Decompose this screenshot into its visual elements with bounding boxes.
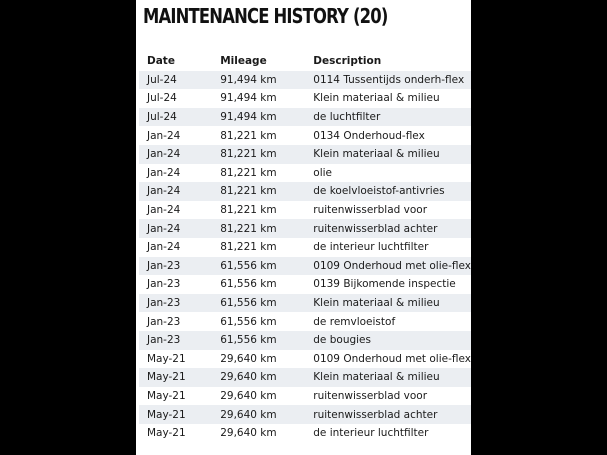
cell-mileage: 61,556 km [220,315,277,328]
table-row [139,368,471,387]
cell-date: Jan-24 [147,204,181,217]
cell-date: May-21 [147,427,186,440]
cell-mileage: 29,640 km [220,389,277,402]
cell-description: ruitenwisserblad voor [313,204,428,217]
cell-description: 0114 Tussentijds onderh-flex [313,73,465,86]
table-row [139,238,471,257]
table-row [139,89,471,108]
table-row [139,71,471,90]
column-header-description: Description [313,55,382,68]
table-row [139,126,471,145]
maintenance-table [139,52,471,442]
cell-date: May-21 [147,408,186,421]
cell-mileage: 29,640 km [220,427,277,440]
cell-mileage: 61,556 km [220,334,277,347]
column-header-date: Date [147,55,175,68]
table-row [139,275,471,294]
cell-mileage: 81,221 km [220,166,277,179]
cell-mileage: 91,494 km [220,73,277,86]
table-row [139,145,471,164]
cell-date: May-21 [147,389,186,402]
cell-description: de koelvloeistof-antivries [313,185,445,198]
cell-date: May-21 [147,352,186,365]
cell-mileage: 81,221 km [220,222,277,235]
cell-date: Jan-24 [147,148,181,161]
table-row [139,164,471,183]
page-title: MAINTENANCE HISTORY (20) [143,4,388,28]
cell-description: Klein materiaal & milieu [313,297,440,310]
cell-mileage: 61,556 km [220,297,277,310]
cell-description: ruitenwisserblad achter [313,408,438,421]
cell-mileage: 81,221 km [220,148,277,161]
cell-mileage: 81,221 km [220,129,277,142]
cell-date: Jul-24 [147,73,177,86]
column-header-mileage: Mileage [220,55,267,68]
cell-date: Jan-24 [147,241,181,254]
cell-description: ruitenwisserblad achter [313,222,438,235]
table-row [139,201,471,220]
table-row [139,350,471,369]
cell-description: de bougies [313,334,371,347]
cell-date: May-21 [147,371,186,384]
cell-date: Jan-24 [147,129,181,142]
cell-date: Jan-23 [147,297,181,310]
cell-date: Jan-24 [147,166,181,179]
cell-description: 0134 Onderhoud-flex [313,129,425,142]
table-row [139,257,471,276]
cell-mileage: 81,221 km [220,241,277,254]
table-row [139,219,471,238]
table-row [139,331,471,350]
cell-description: 0109 Onderhoud met olie-flex [313,352,471,365]
cell-date: Jul-24 [147,92,177,105]
cell-description: de interieur luchtfilter [313,427,429,440]
table-row [139,387,471,406]
cell-date: Jan-24 [147,185,181,198]
cell-date: Jan-23 [147,315,181,328]
cell-date: Jan-23 [147,259,181,272]
table-row [139,182,471,201]
cell-description: de remvloeistof [313,315,396,328]
cell-mileage: 91,494 km [220,92,277,105]
table-row [139,405,471,424]
cell-description: 0139 Bijkomende inspectie [313,278,456,291]
cell-date: Jan-23 [147,278,181,291]
table-row [139,108,471,127]
cell-mileage: 61,556 km [220,278,277,291]
table-row [139,312,471,331]
cell-description: ruitenwisserblad voor [313,389,428,402]
cell-mileage: 29,640 km [220,408,277,421]
cell-description: Klein materiaal & milieu [313,148,440,161]
cell-mileage: 29,640 km [220,352,277,365]
cell-date: Jan-24 [147,222,181,235]
cell-description: olie [313,166,332,179]
table-header-row [139,52,471,71]
cell-description: de luchtfilter [313,111,381,124]
cell-date: Jul-24 [147,111,177,124]
cell-mileage: 29,640 km [220,371,277,384]
cell-mileage: 61,556 km [220,259,277,272]
cell-mileage: 81,221 km [220,185,277,198]
table-row [139,294,471,313]
cell-description: Klein materiaal & milieu [313,371,440,384]
table-row [139,424,471,443]
cell-description: 0109 Onderhoud met olie-flex [313,259,471,272]
cell-date: Jan-23 [147,334,181,347]
cell-description: Klein materiaal & milieu [313,92,440,105]
maintenance-history-panel [136,0,471,455]
cell-description: de interieur luchtfilter [313,241,429,254]
cell-mileage: 91,494 km [220,111,277,124]
cell-mileage: 81,221 km [220,204,277,217]
